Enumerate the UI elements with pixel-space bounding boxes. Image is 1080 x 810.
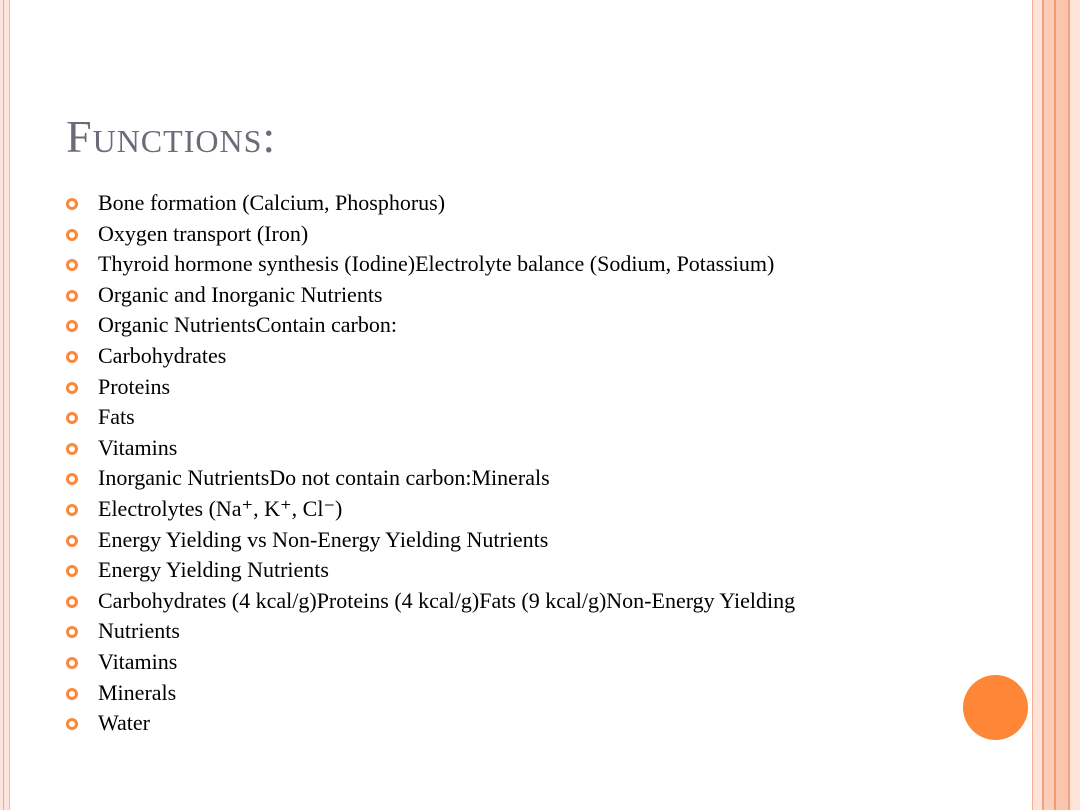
left-decorative-border [0,0,10,810]
hollow-circle-icon [66,229,78,241]
bullet-item [66,494,966,525]
bullet-text: Fats [98,404,135,430]
bullet-item [66,525,966,556]
bullet-item [66,433,966,464]
bullet-item [66,188,966,219]
bullet-text: Carbohydrates (4 kcal/g)Proteins (4 kcal/g)Fats (9 kcal/g)Non-Energy Yielding [98,587,796,613]
bullet-text: Water [98,710,150,736]
bullet-text: Vitamins [98,648,178,674]
bullet-item [66,219,966,250]
bullet-item [66,616,966,647]
hollow-circle-icon [66,198,78,210]
hollow-circle-icon [66,657,78,669]
bullet-item [66,555,966,586]
bullet-text: Inorganic NutrientsDo not contain carbon:Minerals [98,465,550,491]
hollow-circle-icon [66,351,78,363]
bullet-text: Vitamins [98,434,178,460]
bullet-item [66,372,966,403]
bullet-item [66,249,966,280]
hollow-circle-icon [66,443,78,455]
hollow-circle-icon [66,473,78,485]
bullet-text: Thyroid hormone synthesis (Iodine)Electrolyte balance (Sodium, Potassium) [98,251,775,277]
hollow-circle-icon [66,259,78,271]
hollow-circle-icon [66,504,78,516]
bullet-item [66,463,966,494]
hollow-circle-icon [66,290,78,302]
bullet-text: Energy Yielding Nutrients [98,557,329,583]
hollow-circle-icon [66,688,78,700]
bullet-item [66,402,966,433]
bullet-item [66,708,966,739]
hollow-circle-icon [66,320,78,332]
bullet-text: Bone formation (Calcium, Phosphorus) [98,190,446,215]
bullet-text: Carbohydrates [98,342,227,368]
hollow-circle-icon [66,718,78,730]
slide-title: Functions: [66,111,277,162]
bullet-text: Organic NutrientsContain carbon: [98,312,397,338]
right-decorative-border [1032,0,1080,810]
bullet-item [66,280,966,311]
hollow-circle-icon [66,565,78,577]
bullet-text: Oxygen transport (Iron) [98,220,309,246]
bullet-text: Electrolytes (Na⁺, K⁺, Cl⁻) [98,495,343,521]
bullet-text: Organic and Inorganic Nutrients [98,281,383,307]
hollow-circle-icon [66,535,78,547]
bullet-text: Minerals [98,679,177,705]
bullet-item [66,647,966,678]
hollow-circle-icon [66,412,78,424]
decorative-orange-circle [963,675,1028,740]
hollow-circle-icon [66,596,78,608]
bullet-text: Nutrients [98,618,180,644]
hollow-circle-icon [66,382,78,394]
bullet-item [66,586,966,617]
bullet-text: Energy Yielding vs Non-Energy Yielding Nutrients [98,526,549,552]
hollow-circle-icon [66,626,78,638]
bullet-item [66,678,966,709]
bullet-list [66,188,966,739]
bullet-item [66,341,966,372]
bullet-text: Proteins [98,373,171,399]
bullet-item [66,310,966,341]
